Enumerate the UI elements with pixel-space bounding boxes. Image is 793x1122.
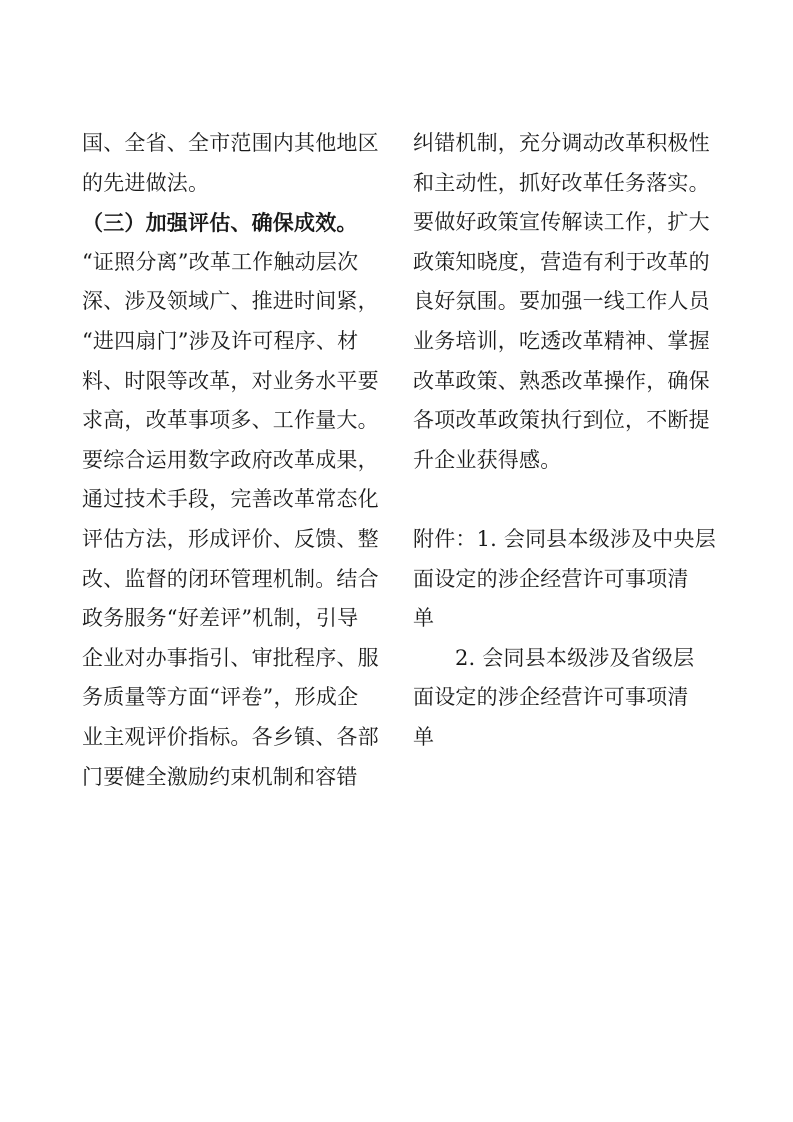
text-line: 升企业获得感。 xyxy=(413,447,562,472)
text-line: 的先进做法。 xyxy=(82,170,210,195)
text-line: “进四扇门”涉及许可程序、材 xyxy=(82,328,359,353)
text-line: 业务培训，吃透改革精神、掌握 xyxy=(413,328,710,353)
text-line: 要做好政策宣传解读工作，扩大 xyxy=(413,210,710,235)
blank-line xyxy=(413,480,713,520)
attachment-item-1-cont: 面设定的涉企经营许可事项清 xyxy=(413,566,689,591)
attachment-item-2-cont: 面设定的涉企经营许可事项清 xyxy=(413,685,689,710)
text-line: 各项改革政策执行到位，不断提 xyxy=(413,408,710,433)
text-line: 和主动性，抓好改革任务落实。 xyxy=(413,170,710,195)
text-line: 政策知晓度，营造有利于改革的 xyxy=(413,249,710,274)
text-line: 求高，改革事项多、工作量大。 xyxy=(82,408,379,433)
attachment-item-2: 2. 会同县本级涉及省级层 xyxy=(455,645,695,670)
text-line: 企业对办事指引、审批程序、服 xyxy=(82,645,379,670)
text-line: 改、监督的闭环管理机制。结合 xyxy=(82,566,379,591)
text-line: 良好氛围。要加强一线工作人员 xyxy=(413,289,710,314)
text-line: 国、全省、全市范围内其他地区 xyxy=(82,131,379,155)
section-heading: （三）加强评估、确保成效。 xyxy=(82,210,358,236)
attachment-list xyxy=(413,520,716,758)
text-line: 政务服务“好差评”机制，引导 xyxy=(82,606,359,631)
text-line: 要综合运用数字政府改革成果， xyxy=(82,447,379,472)
text-line: 深、涉及领域广、推进时间紧， xyxy=(82,289,379,314)
text-line: 务质量等方面“评卷”，形成企 xyxy=(82,685,359,710)
text-line: 通过技术手段，完善改革常态化 xyxy=(82,487,379,512)
attachment-item-2-cont: 单 xyxy=(413,724,435,749)
text-line: 改革政策、熟悉改革操作，确保 xyxy=(413,368,710,393)
right-text-column xyxy=(413,124,716,758)
text-line: 纠错机制，充分调动改革积极性 xyxy=(413,131,710,155)
text-line: “证照分离”改革工作触动层次 xyxy=(82,249,359,274)
text-line: 料、时限等改革，对业务水平要 xyxy=(82,368,379,393)
text-line: 评估方法，形成评价、反馈、整 xyxy=(82,526,379,551)
text-line: 业主观评价指标。各乡镇、各部 xyxy=(82,724,379,749)
attachment-item-1: 附件：1. 会同县本级涉及中央层 xyxy=(413,526,716,551)
attachment-item-1-cont: 单 xyxy=(413,606,435,631)
left-text-column xyxy=(82,124,382,797)
text-line: 门要健全激励约束机制和容错 xyxy=(82,764,358,789)
